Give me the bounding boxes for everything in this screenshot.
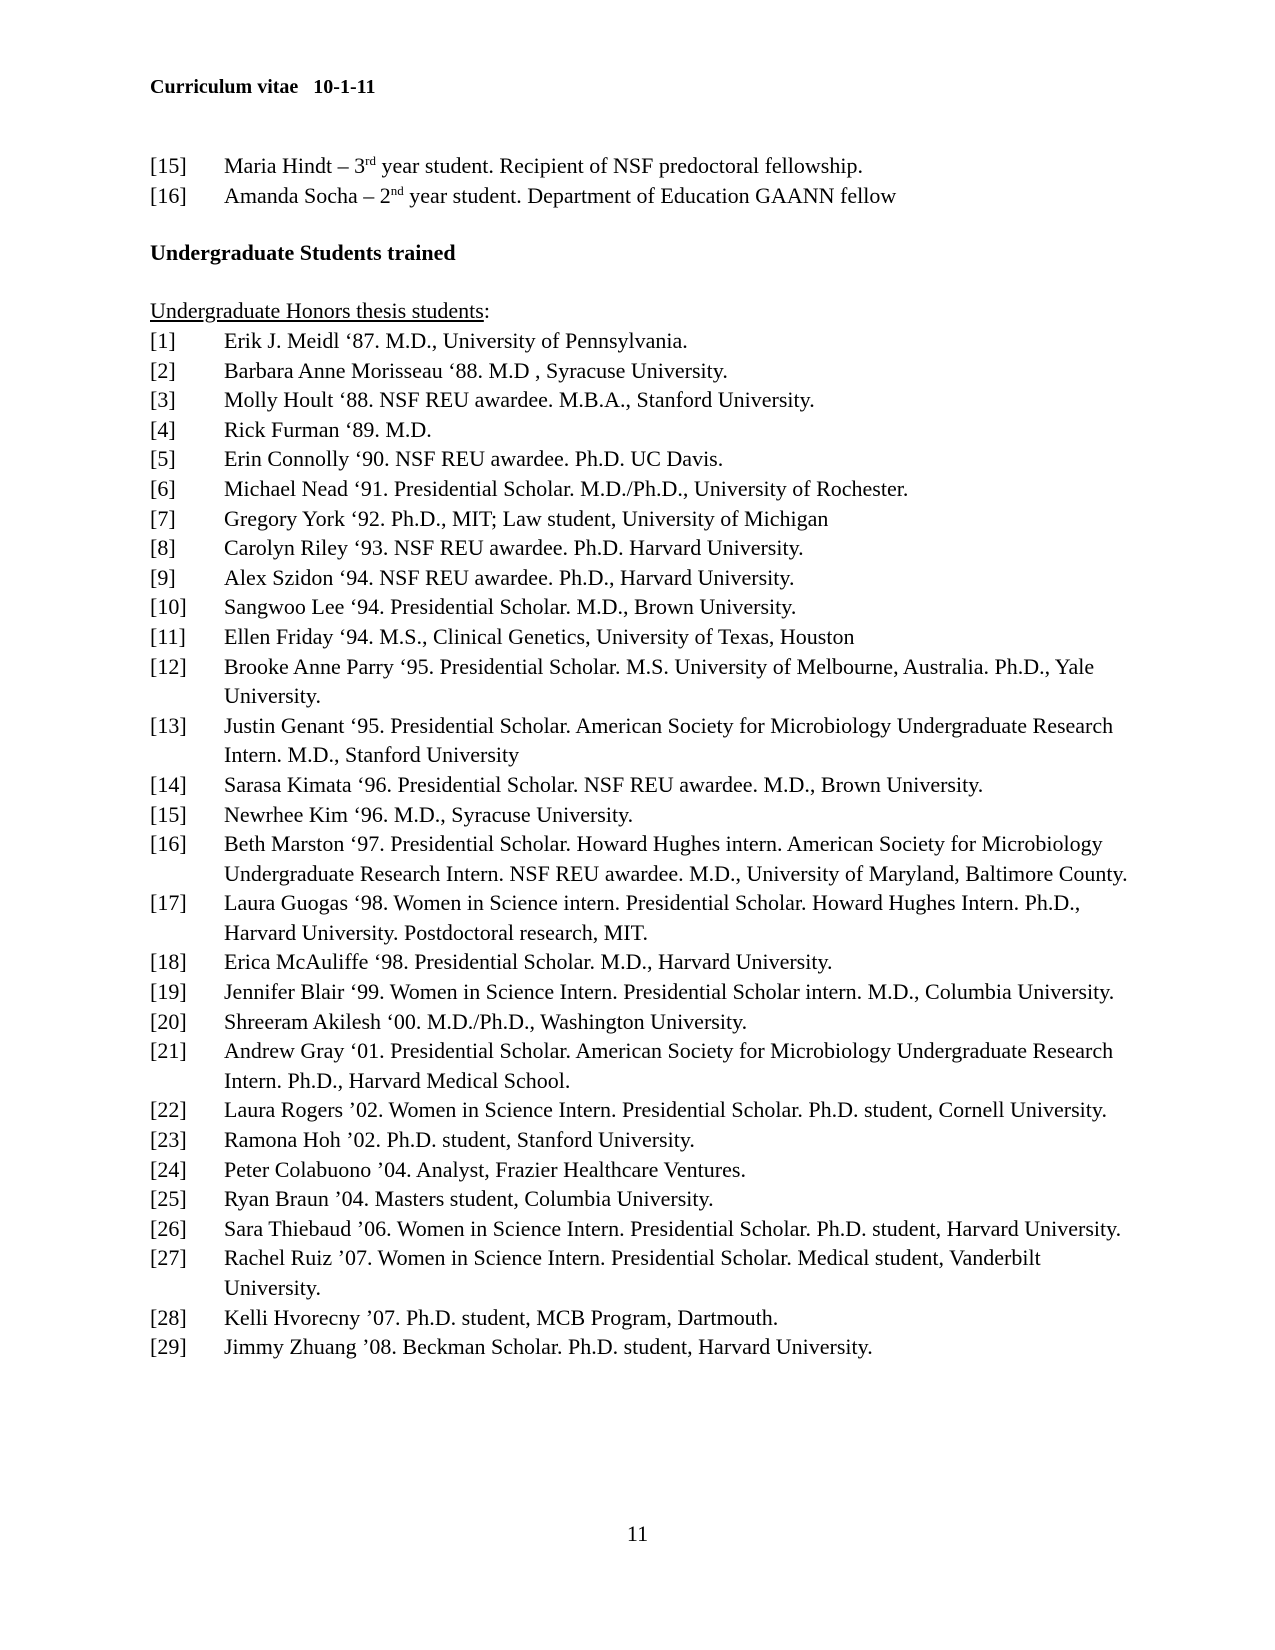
list-item [150,563,1130,593]
entry-number: [25] [150,1186,187,1212]
ordinal-suffix: rd [365,153,376,168]
entry-text: Sara Thiebaud ’06. Women in Science Intern. Presidential Scholar. Ph.D. student, Harvard University. [224,1215,1122,1241]
list-item [150,800,1130,830]
page-number: 11 [626,1521,649,1546]
list-item [150,181,1130,211]
entry-number: [4] [150,416,176,442]
entry-number: [10] [150,594,187,620]
list-item [150,1125,1130,1155]
list-item [150,1303,1130,1333]
list-item [150,592,1130,622]
list-item [150,1155,1130,1185]
entry-number: [26] [150,1215,187,1241]
entry-text: Jimmy Zhuang ’08. Beckman Scholar. Ph.D. student, Harvard University. [224,1334,873,1360]
entry-text: Ellen Friday ‘94. M.S., Clinical Genetics, University of Texas, Houston [224,623,855,649]
entry-text: Rachel Ruiz ’07. Women in Science Intern. Presidential Scholar. Medical student, Vanderbilt University. [224,1245,1041,1300]
list-item [150,151,1130,181]
entry-text: Erica McAuliffe ‘98. Presidential Scholar. M.D., Harvard University. [224,949,833,975]
list-item [150,711,1130,770]
entry-text: Molly Hoult ‘88. NSF REU awardee. M.B.A., Stanford University. [224,387,815,413]
subsection-heading-text: Undergraduate Honors thesis students [150,298,484,323]
entry-number: [16] [150,182,187,208]
entry-text: Newrhee Kim ‘96. M.D., Syracuse University. [224,801,634,827]
list-item [150,622,1130,652]
list-item [150,1214,1130,1244]
entry-text: Barbara Anne Morisseau ‘88. M.D , Syracuse University. [224,357,728,383]
section-heading: Undergraduate Students trained [150,240,456,265]
entry-number: [23] [150,1127,187,1153]
entry-text: Beth Marston ‘97. Presidential Scholar. Howard Hughes intern. American Society for Microbiology Undergraduate Research Intern. NSF REU awardee. M.D., University of Maryland, Baltimore County. [224,831,1128,886]
entry-text: Carolyn Riley ‘93. NSF REU awardee. Ph.D. Harvard University. [224,535,804,561]
entry-number: [14] [150,771,187,797]
entry-number: [9] [150,564,176,590]
list-item [150,1007,1130,1037]
entry-text: Sarasa Kimata ‘96. Presidential Scholar. NSF REU awardee. M.D., Brown University. [224,771,984,797]
list-item [150,829,1130,888]
list-item [150,504,1130,534]
entry-number: [13] [150,712,187,738]
entry-text: Michael Nead ‘91. Presidential Scholar. M.D./Ph.D., University of Rochester. [224,475,909,501]
entry-text: Erin Connolly ‘90. NSF REU awardee. Ph.D. UC Davis. [224,446,724,472]
entry-text: Justin Genant ‘95. Presidential Scholar. American Society for Microbiology Undergraduate Research Intern. M.D., Stanford University [224,712,1114,768]
entry-text: Erik J. Meidl ‘87. M.D., University of Pennsylvania. [224,328,688,353]
entry-number: [24] [150,1156,187,1182]
list-item [150,533,1130,563]
entry-number: [7] [150,505,176,531]
entry-number: [8] [150,535,176,561]
entry-text-end: year student. Department of Education GAANN fellow [403,182,897,208]
list-item [150,947,1130,977]
entry-number: [5] [150,446,176,472]
entry-number: [3] [150,387,176,413]
entry-text: Ramona Hoh ’02. Ph.D. student, Stanford University. [224,1127,695,1153]
entry-number: [19] [150,979,187,1005]
entry-number: [12] [150,653,187,679]
entry-number: [20] [150,1008,187,1034]
entry-text: Shreeram Akilesh ‘00. M.D./Ph.D., Washington University. [224,1008,748,1034]
list-item [150,1332,1130,1362]
entry-text-end: year student. Recipient of NSF predoctoral fellowship. [376,153,863,178]
list-item [150,888,1130,947]
list-item [150,652,1130,711]
graduate-students-list-continued [150,151,1130,210]
list-item [150,1243,1130,1302]
entry-number: [17] [150,890,187,916]
entry-number: [2] [150,357,176,383]
entry-number: [22] [150,1097,187,1123]
running-header: Curriculum vitae 10-1-11 [150,76,376,98]
list-item [150,385,1130,415]
entry-text: Rick Furman ‘89. M.D. [224,416,432,442]
entry-text-start: Maria Hindt – 3 [224,153,366,178]
entry-text: Brooke Anne Parry ‘95. Presidential Scholar. M.S. University of Melbourne, Australia. Ph.D., Yale University. [224,653,1095,709]
ordinal-suffix: nd [390,182,404,198]
entry-number: [18] [150,949,187,975]
entry-number: [27] [150,1245,187,1271]
list-item [150,415,1130,445]
entry-text: Sangwoo Lee ‘94. Presidential Scholar. M.D., Brown University. [224,594,797,620]
entry-text-start: Amanda Socha – 2 [224,182,391,208]
entry-number: [15] [150,153,187,178]
undergraduate-students-list [150,326,1130,1362]
entry-number: [6] [150,475,176,501]
list-item [150,444,1130,474]
list-item [150,1095,1130,1125]
subsection-heading-colon: : [483,298,490,323]
entry-text: Laura Guogas ‘98. Women in Science intern. Presidential Scholar. Howard Hughes Intern. Ph.D., Harvard University. Postdoctoral research, MIT. [224,890,1081,945]
entry-text: Laura Rogers ’02. Women in Science Intern. Presidential Scholar. Ph.D. student, Cornell University. [224,1097,1107,1123]
entry-number: [21] [150,1038,187,1064]
entry-text: Andrew Gray ‘01. Presidential Scholar. American Society for Microbiology Undergraduate Research Intern. Ph.D., Harvard Medical School. [224,1038,1114,1093]
entry-number: [16] [150,831,187,857]
entry-text: Ryan Braun ’04. Masters student, Columbia University. [224,1186,714,1212]
entry-text: Peter Colabuono ’04. Analyst, Frazier Healthcare Ventures. [224,1156,746,1182]
subsection-heading [150,298,490,324]
entry-text: Gregory York ‘92. Ph.D., MIT; Law student, University of Michigan [224,505,829,531]
list-item [150,356,1130,386]
entry-number: [1] [150,328,176,353]
entry-text: Kelli Hvorecny ’07. Ph.D. student, MCB Program, Dartmouth. [224,1304,779,1330]
list-item [150,474,1130,504]
list-item [150,326,1130,356]
list-item [150,1036,1130,1095]
entry-number: [11] [150,623,186,649]
entry-text: Alex Szidon ‘94. NSF REU awardee. Ph.D., Harvard University. [224,564,795,590]
list-item [150,1184,1130,1214]
entry-text: Jennifer Blair ‘99. Women in Science Intern. Presidential Scholar intern. M.D., Columbia University. [224,979,1115,1005]
entry-number: [15] [150,801,187,827]
entry-number: [28] [150,1304,187,1330]
list-item [150,770,1130,800]
entry-number: [29] [150,1334,187,1360]
list-item [150,977,1130,1007]
